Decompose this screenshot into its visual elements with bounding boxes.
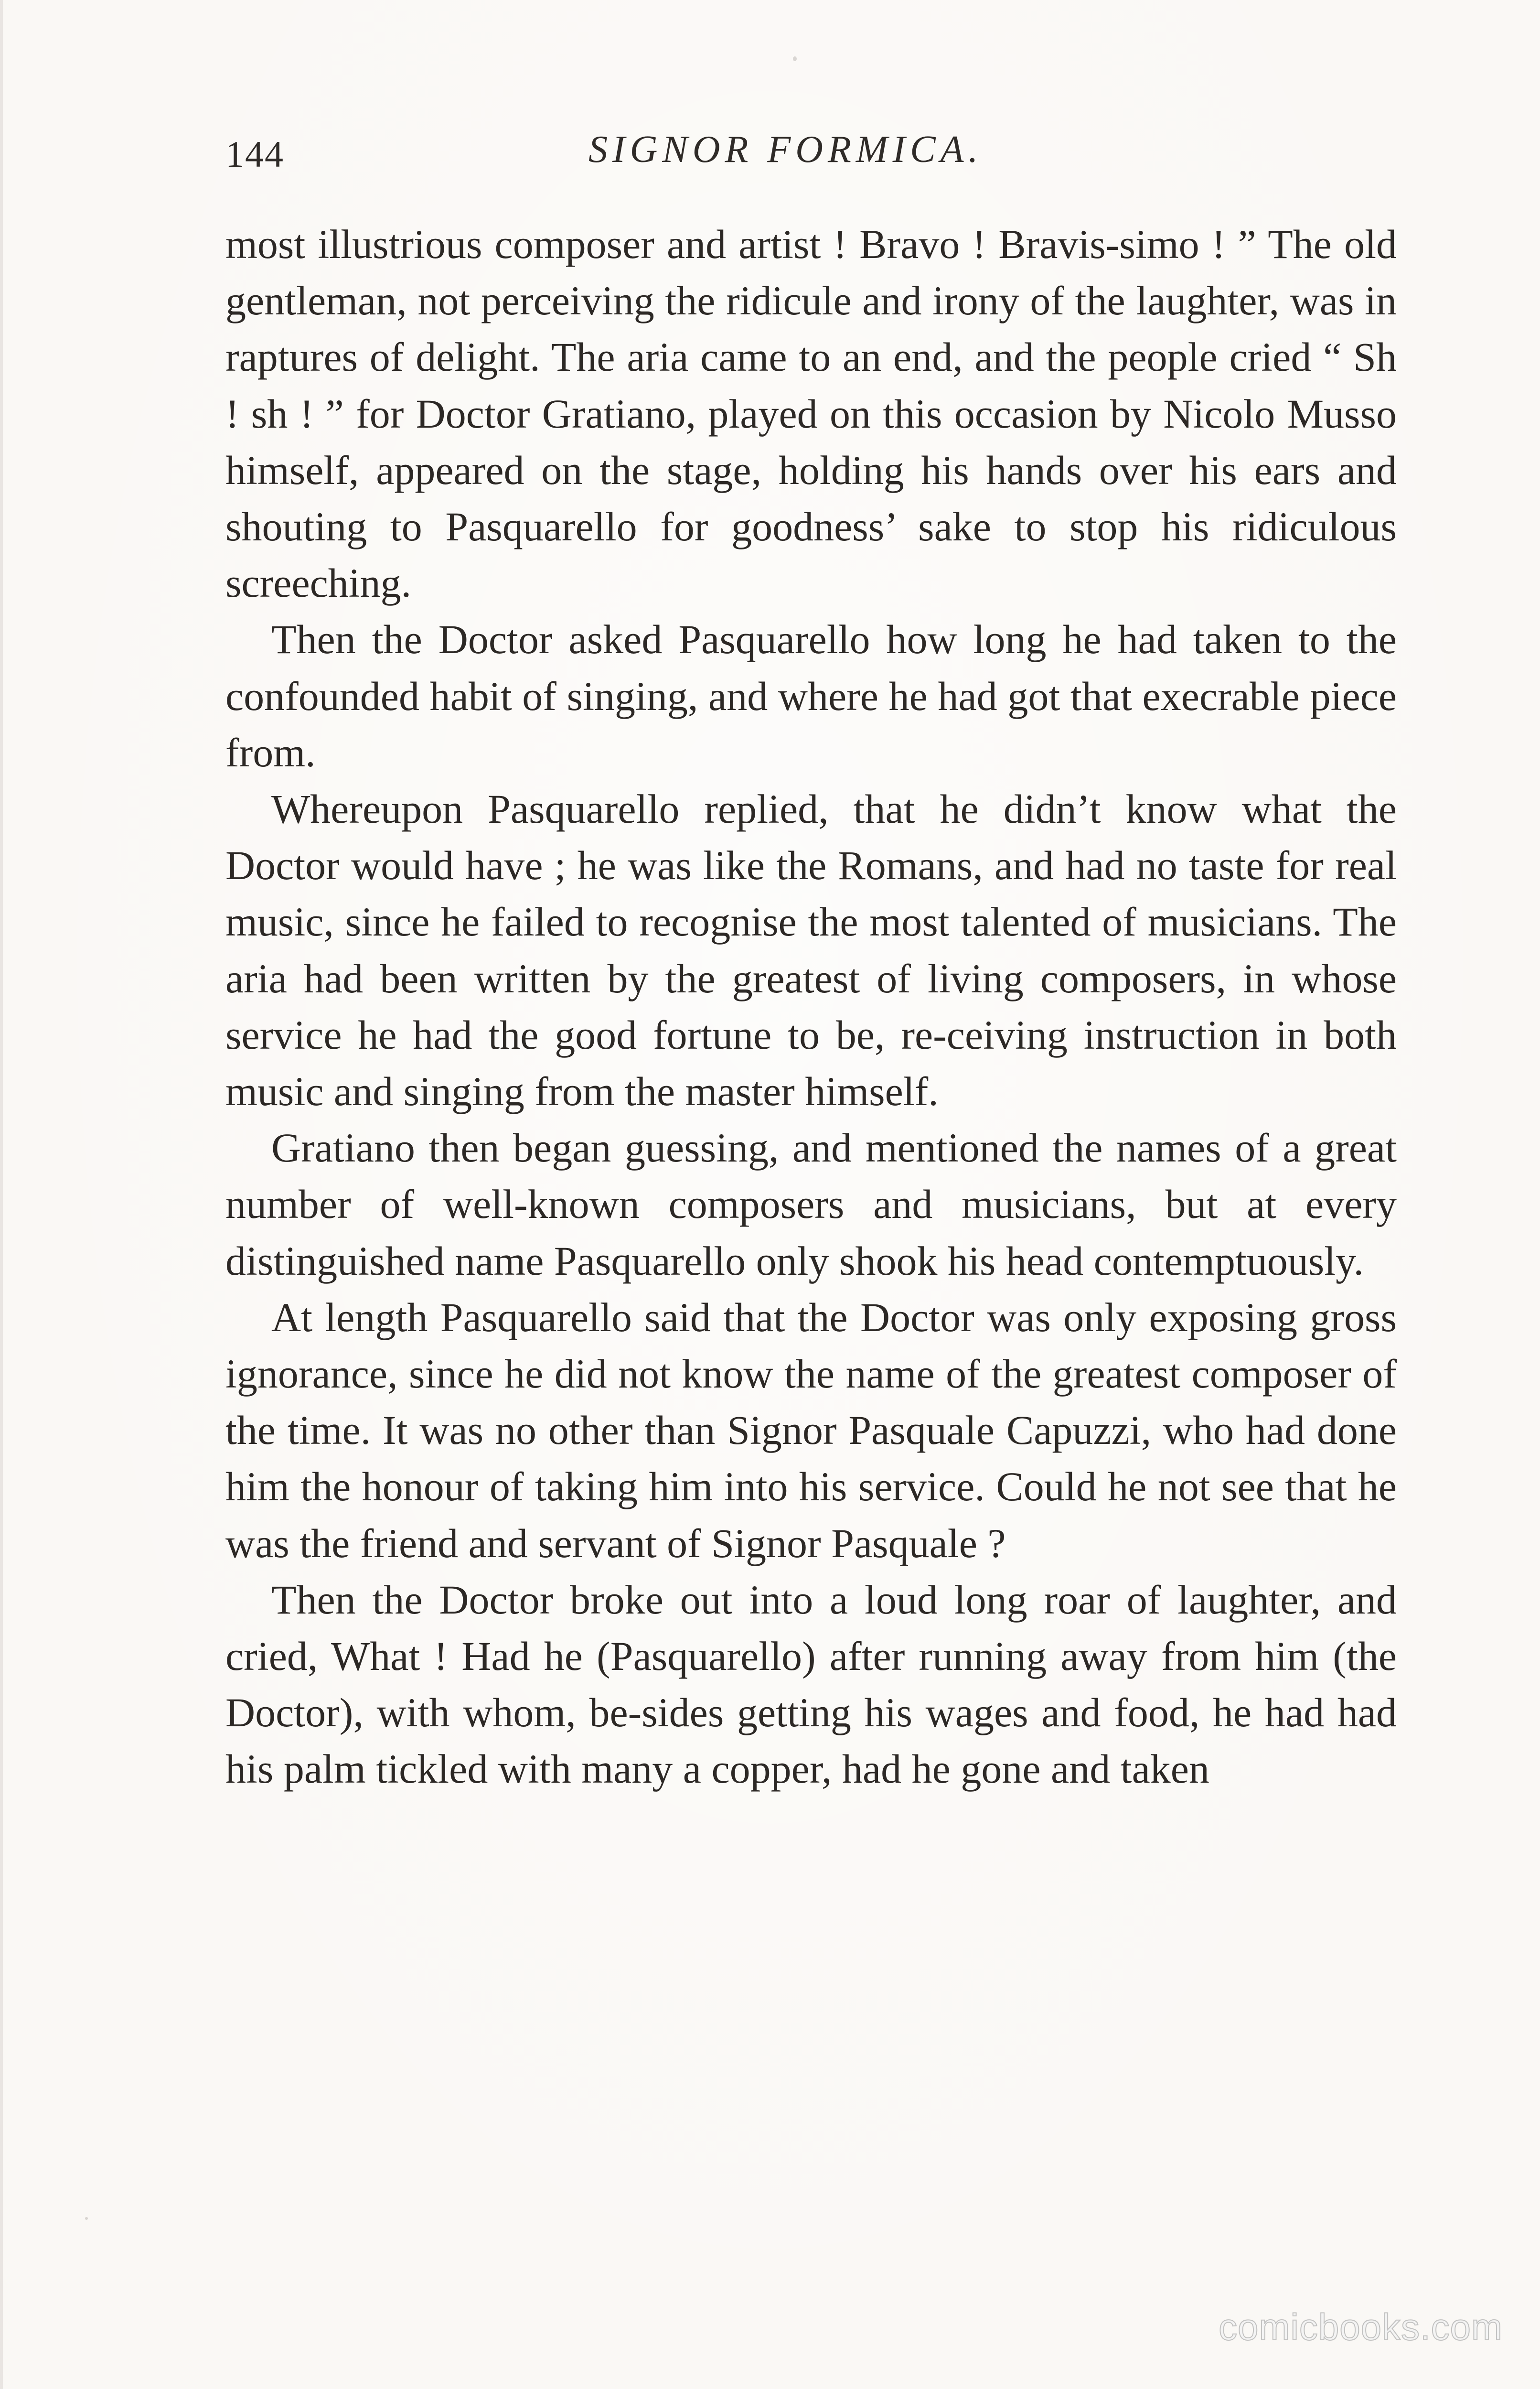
- paragraph-6: Then the Doctor broke out into a loud long roar of laughter, and cried, What ! Had he (Pasquarello) after running away from him (the Doctor), with whom, be-sides getting his wages and food, he had had his palm tickled with many a copper, had he gone and taken: [225, 1576, 1397, 1792]
- body-text: [225, 216, 1397, 1797]
- paragraph-2: Then the Doctor asked Pasquarello how long he had taken to the confounded habit of singing, and where he had got that execrable piece from.: [225, 616, 1397, 775]
- paragraph-3: Whereupon Pasquarello replied, that he didn’t know what the Doctor would have ; he was like the Romans, and had no taste for real music, since he failed to recognise the most talented of musicians. The aria had been written by the greatest of living composers, in whose service he had the good fortune to be, re-ceiving instruction in both music and singing from the master himself.: [225, 786, 1397, 1115]
- paragraph-4: Gratiano then began guessing, and mentioned the names of a great number of well-known composers and musicians, but at every distinguished name Pasquarello only shook his head contemptuously.: [225, 1125, 1397, 1284]
- watermark: comicbooks.com: [1219, 2306, 1503, 2348]
- paper-speck: [85, 2217, 88, 2220]
- running-head: [225, 128, 1401, 181]
- paper-speck: [793, 56, 797, 61]
- page-number: 144: [225, 133, 284, 175]
- running-title: SIGNOR FORMICA.: [588, 129, 983, 171]
- page-edge-shadow: [0, 0, 3, 2389]
- paragraph-5: At length Pasquarello said that the Doctor was only exposing gross ignorance, since he did not know the name of the greatest composer of the time. It was no other than Signor Pasquale Capuzzi, who had done him the honour of taking him into his service. Could he not see that he was the friend and servant of Signor Pasquale ?: [225, 1294, 1397, 1566]
- paragraph-1: most illustrious composer and artist ! Bravo ! Bravis-simo ! ” The old gentleman, not perceiving the ridicule and irony of the laughter, was in raptures of delight. The aria came to an end, and the people cried “ Sh ! sh ! ” for Doctor Gratiano, played on this occasion by Nicolo Musso himself, appeared on the stage, holding his hands over his ears and shouting to Pasquarello for goodness’ sake to stop his ridiculous screeching.: [225, 221, 1397, 606]
